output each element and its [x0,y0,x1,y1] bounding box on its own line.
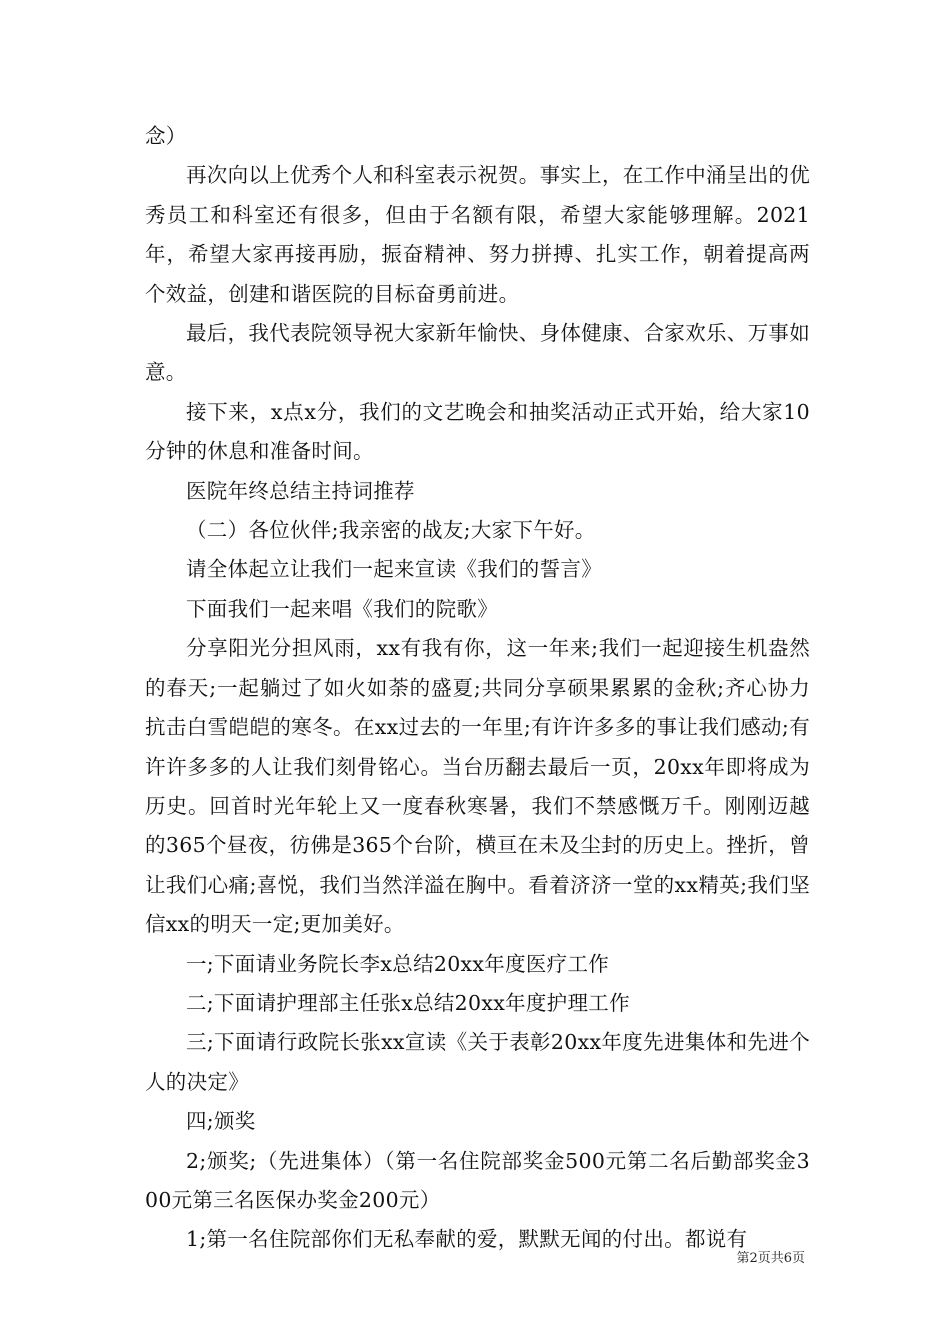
paragraph-oath: 请全体起立让我们一起来宣读《我们的誓言》 [186,557,602,582]
paragraph-item-two: 二;下面请护理部主任张x总结20xx年度护理工作 [186,990,630,1015]
paragraph-greeting: （二）各位伙伴;我亲密的战友;大家下午好。 [186,518,596,543]
paragraph-year-review: 分享阳光分担风雨，xx有我有你，这一年来;我们一起迎接生机盎然的春天;一起躺过了如火如荼的盛夏;共同分享硕果累累的金秋;齐心协力抗击白雪皑皑的寒冬。在xx过去的一年里;有许许多多的事让我们感动;有许许多多的人让我们刻骨铭心。当台历翻去最后一页，20xx年即将成为历史。回首时光年轮上又一度春秋寒暑，我们不禁感慨万千。刚刚迈越的365个昼夜，彷佛是365个台阶，横亘在未及尘封的历史上。挫折，曾让我们心痛;喜悦，我们当然洋溢在胸中。看着济济一堂的xx精英;我们坚信xx的明天一定;更加美好。 [145,636,810,937]
paragraph-item-one: 一;下面请业务院长李x总结20xx年度医疗工作 [186,951,610,976]
paragraph-continuation: 念） [145,124,187,148]
paragraph-item-three: 三;下面请行政院长张xx宣读《关于表彰20xx年度先进集体和先进个人的决定》 [145,1030,810,1094]
paragraph-section-title: 医院年终总结主持词推荐 [186,478,415,503]
paragraph-first-place: 1;第一名住院部你们无私奉献的爱，默默无闻的付出。都说有 [186,1227,748,1252]
paragraph-hospital-song: 下面我们一起来唱《我们的院歌》 [186,596,498,621]
page-number: 第2页共6页 [736,1251,805,1266]
paragraph-new-year-wishes: 最后，我代表院领导祝大家新年愉快、身体健康、合家欢乐、万事如意。 [145,321,810,385]
paragraph-item-four: 四;颁奖 [186,1109,256,1134]
paragraph-congratulations: 再次向以上优秀个人和科室表示祝贺。事实上，在工作中涌呈出的优秀员工和科室还有很多，但由于名额有限，希望大家能够理解。2021年，希望大家再接再励，振奋精神、努力拼搏、扎实工作，朝着提高两个效益，创建和谐医院的目标奋勇前进。 [145,163,810,306]
paragraph-evening-show: 接下来，x点x分，我们的文艺晚会和抽奖活动正式开始，给大家10分钟的休息和准备时间。 [145,399,810,464]
document-body [145,117,810,1260]
paragraph-award-collective: 2;颁奖;（先进集体）（第一名住院部奖金500元第二名后勤部奖金300元第三名医保办奖金200元） [145,1148,810,1212]
